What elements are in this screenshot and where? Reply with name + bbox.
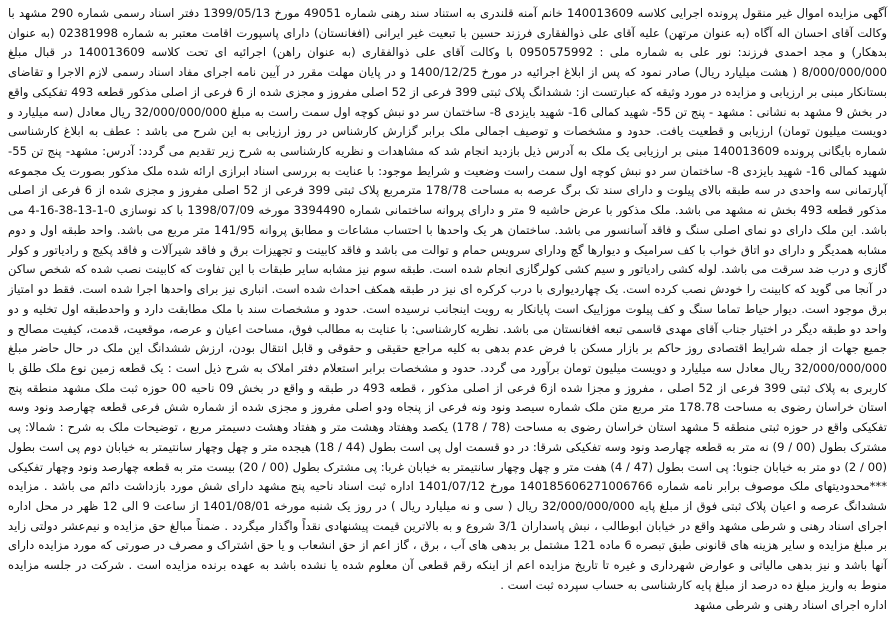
notice-body-paragraph: آگهی مزایده اموال غیر منقول پرونده اجرایی کلاسه 140013609 خانم آمنه قلندری به استناد سند رهنی شماره 49051 مورخ 1399/05/13 دفتر اسناد رسمی شماره 290 مشهد با وکالت آقای احسان اله آگاه (به عنوان مرتهن) علیه آقای علی ذوالفقاری فرزند حسین با تبعیت غیر ایرانی (افغانستان) دارای پاسپورت اقامت معتبر به شماره 02381998 (به عنوان بدهکار) و مجد احمدی فرزند: نور علی به شماره ملی : 0950575992 با وکالت آقای علی ذوالفقاری (به عنوان راهن) اجرائیه ای تحت کلاسه 140013609 در قبال مبلغ 8/000/000/000 ( هشت میلیارد ریال) صادر نمود که پس از ابلاغ اجرائیه در مورخ 1400/12/25 و در پایان مهلت مقرر در آیین نامه اجرای مفاد اسناد رسمی لازم الاجرا و تقاضای بستانکار مبنی بر ارزیابی و مزایده در مورد وثیقه که عبارتست از: ششدانگ پلاک ثبتی 399 فرعی از 52 اصلی مفروز و مجزی شده از 6 فرعی از اصلی مذکور قطعه 493 تفکیکی واقع در بخش 9 مشهد به نشانی : مشهد - پنج تن 55- شهید کمالی 16- شهید بایزدی 8- ساختمان سر دو نبش کوچه اول سمت راست به مبلغ 32/000/000/000 ریال معادل (سه میلیارد و دویست میلیون تومان) ارزیابی و قطعیت یافت. حدود و مشخصات و توصیف اجمالی ملک برابر گزارش کارشناس در روز ارزیابی به این شرح می باشد : عطف به ابلاغ کارشناسی شماره بایگانی پرونده 140013609 مبنی بر ارزیابی یک ملک به آدرس ذیل بازدید انجام شد که مشاهدات و نظریه کارشناسی به شرح زیر تقدیم می گردد: آدرس: مشهد- پنج تن 55- شهید کمالی 16- شهید بایزدی 8- ساختمان سر دو نبش کوچه اول سمت راست وضعیت و شرایط موجود: با عنایت به بررسی اسناد ابرازی ارائه شده ملک مذکور بصورت یک مجموعه آپارتمانی سه واحدی در سه طبقه بالای پیلوت و دارای سند تک برگ عرصه به مساحت 178/78 مترمربع پلاک ثبتی 399 فرعی از 52 اصلی مفروز و مجزی شده از 6 فرعی از اصلی مذکور قطعه 493 بخش نه مشهد می باشد. ملک مذکور با عرض حاشیه 9 متر و دارای پروانه ساختمانی شماره 3394490 مورخه 1398/07/09 با کد نوسازی 0-1-13-38-16-4 می باشد. این ملک دارای دو نمای اصلی سنگ و فاقد آسانسور می باشد. ساختمان هر یک واحدها با احتساب مشاعات و مطابق پروانه 141/95 متر مربع می باشد. واحد طبقه اول و دوم مشابه همدیگر و دارای دو اتاق خواب با کف سرامیک و دیوارها گچ ودارای سرویس حمام و توالت می باشد و فاقد کابینت و تجهیزات برق و فاقد شیرآلات و فاقد پکیج و رادیاتور و کولر گازی و درب ضد سرقت می باشد. لوله کشی رادیاتور و سیم کشی کولرگازی انجام شده است. طبقه سوم نیز مشابه سایر طبقات با این تفاوت که کابینت نصب شده که شخص ساکن در آنجا می گوید که کابینت را خودش نصب کرده است. یک چهاردیواری با درب کرکره ای نیز در طبقه همکف احداث شده است. انباری نیز برای واحدها اجرا شده است. فقط دو امتیاز برق موجود است. دیوار حیاط تماما سنگ و کف پیلوت موزاییک است پایانکار به رویت اینجانب نرسیده است. حدود و مشخصات سند با ملک مطابقت دارد و واحدطبقه اول تخلیه و دو واحد دو طبقه دیگر در اختیار جناب آقای مهدی قاسمی تبعه افغانستان می باشد. نظریه کارشناسی: با عنایت به مطالب فوق، مساحت اعیان و عرصه، موقعیت، قدمت، کیفیت مصالح و جمیع جهات از جمله شرایط اقتصادی روز حاکم بر بازار مسکن با فرض عدم بدهی به کلیه مراجع حقیقی و حقوقی و قابل انتقال بودن، ارزش ششدانگ این ملک در حال حاضر مبلغ 32/000/000/000 ریال معادل سه میلیارد و دویست میلیون تومان برآورد می گردد. حدود و مشخصات برابر استعلام دفتر املاک به شرح ذیل است : یک قطعه زمین نوع ملک طلق با کاربری به پلاک ثبتی 399 فرعی از 52 اصلی ، مفروز و مجزا شده از6 فرعی از اصلی مذکور ، قطعه 493 در طبقه و واقع در بخش 09 ناحیه 00 حوزه ثبت ملک مشهد منطقه پنج استان خراسان رضوی به مساحت 178.78 متر مربع متن ملک شماره سیصد ونود ونه فرعی از پنجاه ودو اصلی مفروز و مجزی شده از شماره شش فرعی قطعه چهارصد ونود وسه تفکیکی واقع در حوزه ثبتی منطقه 5 مشهد استان خراسان رضوی به مساحت (78 / 178) یکصد وهفتاد وهشت متر و هفتاد وهشت دسیمتر مربع ، توضیحات ملک به شرح : شمالا: پی مشترک بطول (00 / 9) نه متر به قطعه چهارصد ونود وسه تفکیکی شرقا: در دو قسمت اول پی است بطول (44 / 18) هیجده متر و چهل وچهار سانتیمتر به خیابان دوم پی است بطول (00 / 2) دو متر به خیابان جنوبا: پی است بطول (47 / 4) هفت متر و چهل وچهار سانتیمتر به خیابان غربا: پی مشترک بطول (00 / 20) بیست متر به قطعه چهارصد ونود وچهار تفکیکی ***محدودیتهای ملک موصوف برابر نامه شماره 140185606271006766 مورخ 1401/07/12 اداره ثبت اسناد ناحیه پنج مشهد دارای شش مورد بازداشت دائم می باشد . مزایده ششدانگ عرصه و اعیان پلاک ثبتی فوق از مبلغ پایه 32/000/000/000 ریال ( سی و نه میلیارد ریال ) در روز یک شنبه مورخه 1401/08/01 از ساعت 9 الی 12 ظهر در محل اداره اجرای اسناد رهنی و شرطی مشهد واقع در خیابان ابوطالب ، نبش پاسداران 3/1 شروع و به بالاترین قیمت پیشنهادی نقداً واگذار میگردد . ضمناً مبالغ حق مزایده و نیم‌عشر دولتی زاید بر مبلغ مزایده و سایر هزینه های قانونی طبق تبصره 6 ماده 121 مشتمل بر بدهی های آب ، برق ، گاز اعم از حق انشعاب و یا حق اشتراک و مصرف در صورتی که مورد مزایده دارای آنها باشد و نیز بدهی مالیاتی و عوارض شهرداری و غیره تا تاریخ مزایده اعم از اینکه رقم قطعی آن معلوم شده یا نشده باشد به عهده برنده مزایده است . شرکت در جلسه مزایده منوط به واریز مبلغ ده درصد از مبلغ پایه کارشناسی به حساب سپرده ثبت است .: [8, 6, 888, 592]
notice-signature-line: اداره اجرای اسناد رهنی و شرطی مشهد: [693, 597, 887, 612]
